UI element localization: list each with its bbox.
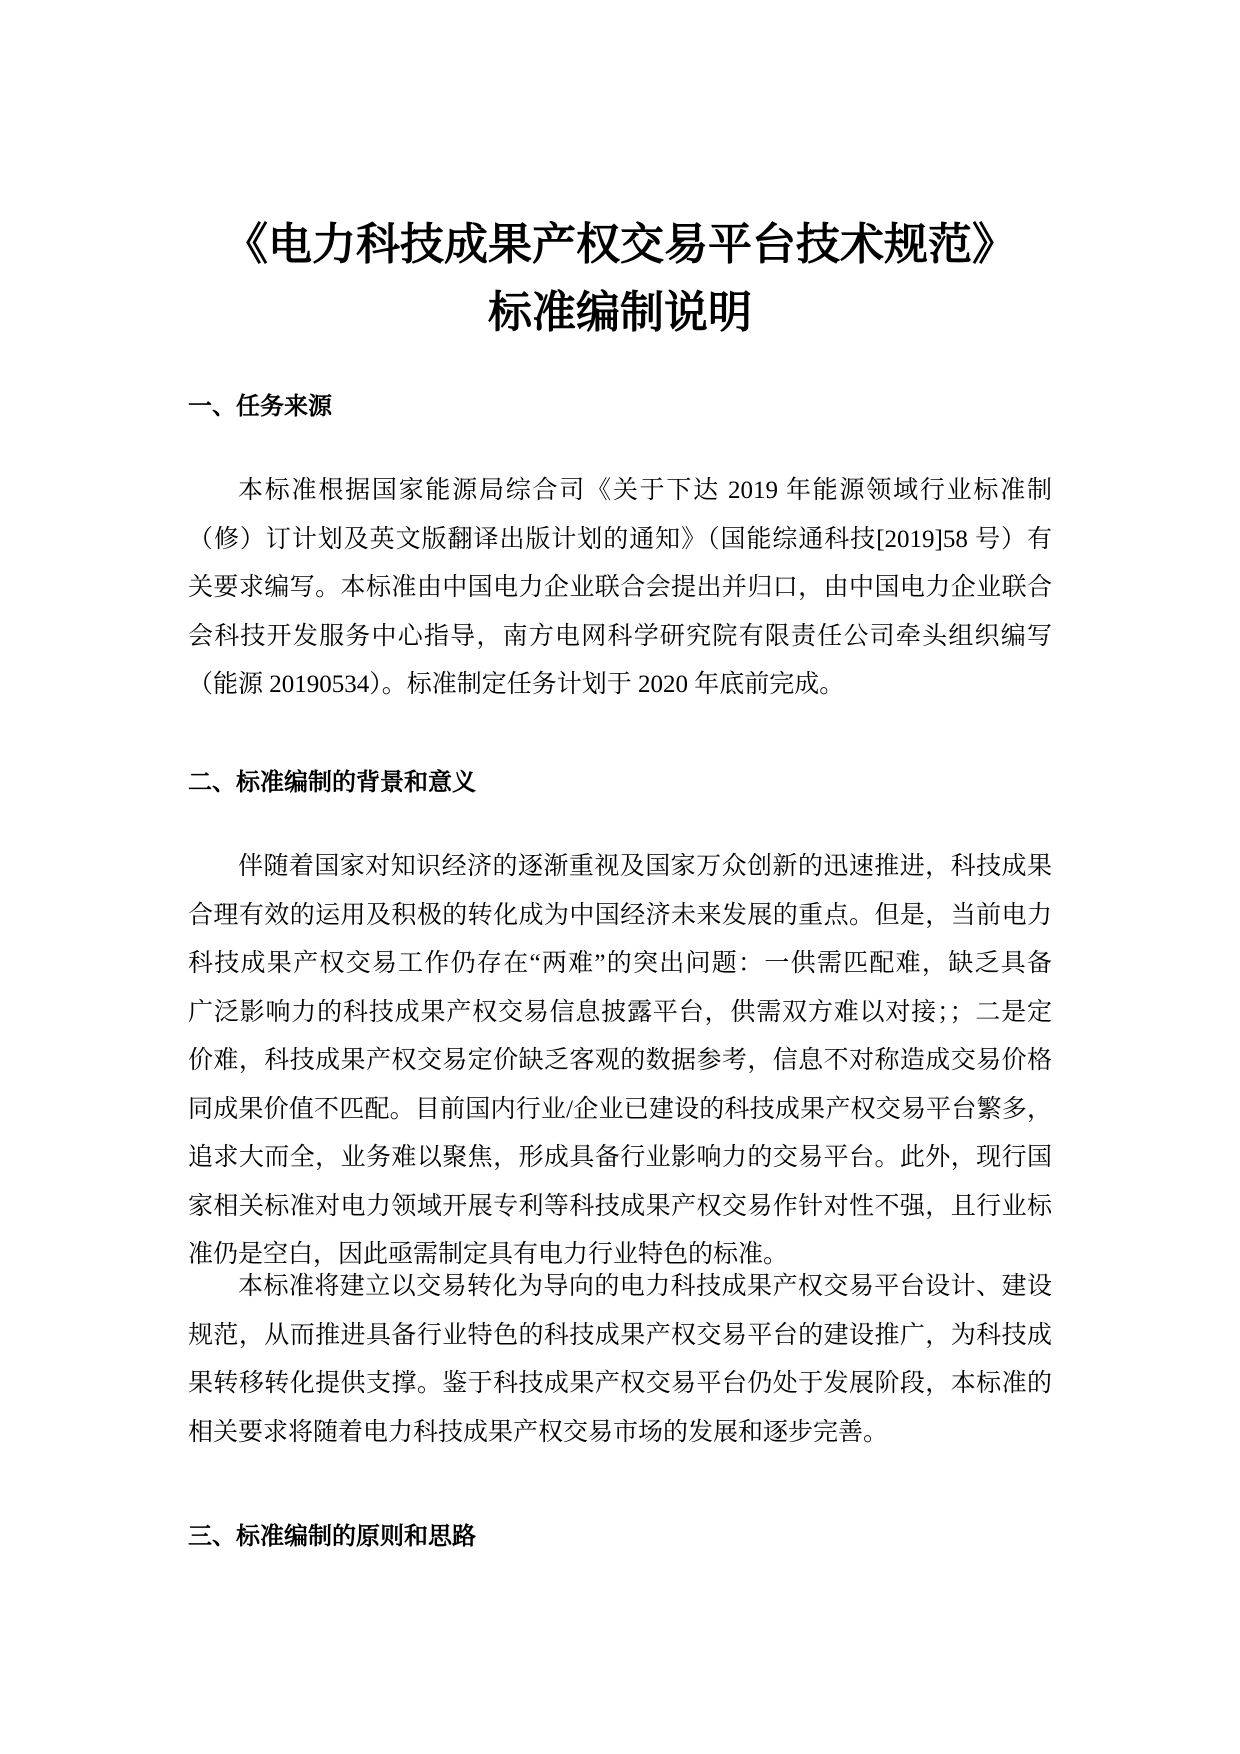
- section-2-paragraph-1: [188, 843, 1052, 1280]
- paragraph-line: 同成果价值不匹配。目前国内行业/企业已建设的科技成果产权交易平台繁多，: [188, 1095, 1052, 1123]
- paragraph-line: 科技成果产权交易工作仍存在“两难”的突出问题：一供需匹配难，缺乏具备: [188, 950, 1052, 977]
- paragraph-line: 伴随着国家对知识经济的逐渐重视及国家万众创新的迅速推进，科技成果: [238, 853, 1052, 880]
- document-title-line-1: 《电力科技成果产权交易平台技术规范》: [224, 219, 1016, 270]
- section-2-paragraph-2: [188, 1263, 1052, 1457]
- paragraph-line: 准仍是空白，因此亟需制定具有电力行业特色的标准。: [188, 1241, 789, 1268]
- paragraph-line: 会科技开发服务中心指导，南方电网科学研究院有限责任公司牵头组织编写: [188, 622, 1052, 650]
- paragraph-line: 关要求编写。本标准由中国电力企业联合会提出并归口，由中国电力企业联合: [188, 574, 1052, 601]
- section-1-paragraph-1: [188, 467, 1052, 710]
- section-heading-task-source: 一、任务来源: [188, 392, 332, 420]
- section-heading-principles: 三、标准编制的原则和思路: [188, 1522, 476, 1550]
- paragraph-line: 相关要求将随着电力科技成果产权交易市场的发展和逐步完善。: [188, 1418, 889, 1446]
- paragraph-line: 本标准根据国家能源局综合司《关于下达 2019 年能源领域行业标准制: [238, 477, 1052, 504]
- paragraph-line: （修）订计划及英文版翻译出版计划的通知》（国能综通科技[2019]58 号）有: [188, 525, 1052, 553]
- document-title-line-2: 标准编制说明: [488, 287, 752, 338]
- paragraph-line: 合理有效的运用及积极的转化成为中国经济未来发展的重点。但是，当前电力: [188, 901, 1052, 929]
- paragraph-line: 追求大而全，业务难以聚焦，形成具备行业影响力的交易平台。此外，现行国: [188, 1144, 1052, 1171]
- paragraph-line: 本标准将建立以交易转化为导向的电力科技成果产权交易平台设计、建设: [238, 1273, 1052, 1300]
- paragraph-line: 价难，科技成果产权交易定价缺乏客观的数据参考，信息不对称造成交易价格: [188, 1047, 1052, 1074]
- paragraph-line: 广泛影响力的科技成果产权交易信息披露平台，供需双方难以对接；；二是定: [188, 998, 1052, 1026]
- paragraph-line: 规范，从而推进具备行业特色的科技成果产权交易平台的建设推广，为科技成: [188, 1321, 1052, 1349]
- paragraph-line: 果转移转化提供支撑。鉴于科技成果产权交易平台仍处于发展阶段，本标准的: [188, 1370, 1052, 1397]
- paragraph-line: （能源 20190534）。标准制定任务计划于 2020 年底前完成。: [188, 671, 845, 698]
- paragraph-line: 家相关标准对电力领域开展专利等科技成果产权交易作针对性不强，且行业标: [188, 1192, 1052, 1220]
- section-heading-background: 二、标准编制的背景和意义: [188, 768, 476, 796]
